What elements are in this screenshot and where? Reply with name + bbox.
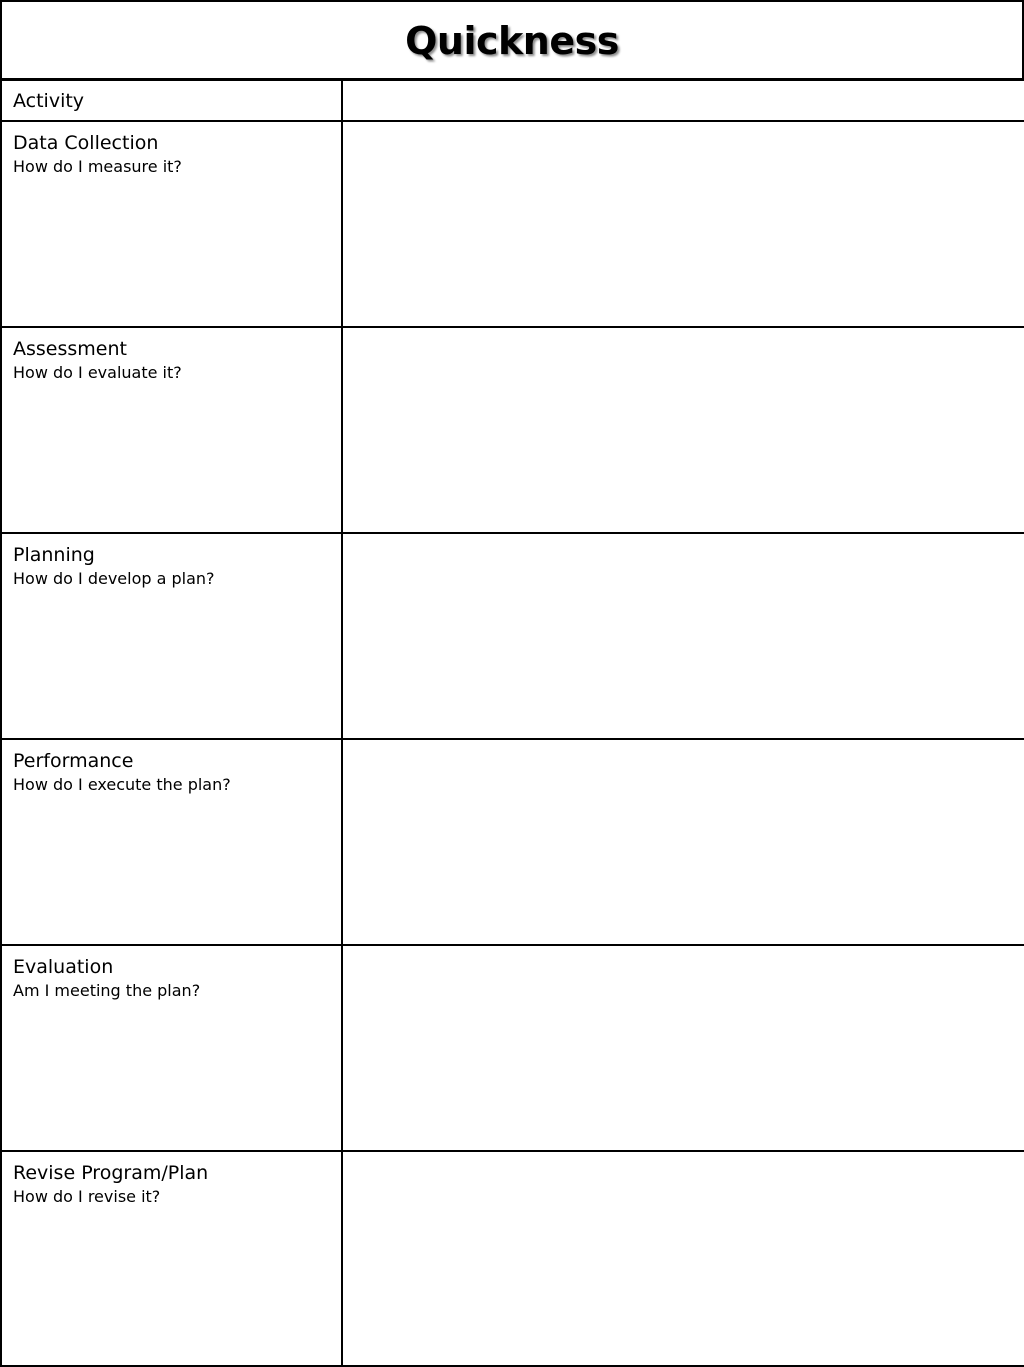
step-row-data-collection: [1, 121, 1024, 327]
step-entry-cell[interactable]: [342, 1151, 1024, 1366]
step-question: How do I execute the plan?: [13, 775, 231, 794]
title-box: [0, 0, 1024, 80]
step-row-assessment: [1, 327, 1024, 533]
step-label-cell: [1, 1151, 342, 1366]
step-entry-cell[interactable]: [342, 121, 1024, 327]
page-title: Quickness: [405, 19, 619, 63]
step-name: Evaluation: [13, 956, 114, 978]
step-label-cell: [1, 945, 342, 1151]
activity-label-cell: [1, 80, 342, 121]
step-row-performance: [1, 739, 1024, 945]
step-question: Am I meeting the plan?: [13, 981, 201, 1000]
step-name: Revise Program/Plan: [13, 1162, 209, 1184]
step-name: Data Collection: [13, 132, 159, 154]
step-entry-cell[interactable]: [342, 533, 1024, 739]
step-label-cell: [1, 327, 342, 533]
step-row-evaluation: [1, 945, 1024, 1151]
step-row-planning: [1, 533, 1024, 739]
step-label-cell: [1, 533, 342, 739]
step-question: How do I measure it?: [13, 157, 182, 176]
worksheet-table: [0, 79, 1024, 1367]
activity-label: Activity: [13, 90, 85, 112]
step-question: How do I revise it?: [13, 1187, 161, 1206]
activity-row: [1, 80, 1024, 121]
step-entry-cell[interactable]: [342, 945, 1024, 1151]
step-name: Performance: [13, 750, 134, 772]
step-question: How do I develop a plan?: [13, 569, 215, 588]
step-question: How do I evaluate it?: [13, 363, 182, 382]
activity-entry-cell[interactable]: [342, 80, 1024, 121]
step-entry-cell[interactable]: [342, 739, 1024, 945]
step-label-cell: [1, 739, 342, 945]
step-row-revise-program: [1, 1151, 1024, 1366]
step-name: Assessment: [13, 338, 127, 360]
step-entry-cell[interactable]: [342, 327, 1024, 533]
step-label-cell: [1, 121, 342, 327]
step-name: Planning: [13, 544, 95, 566]
